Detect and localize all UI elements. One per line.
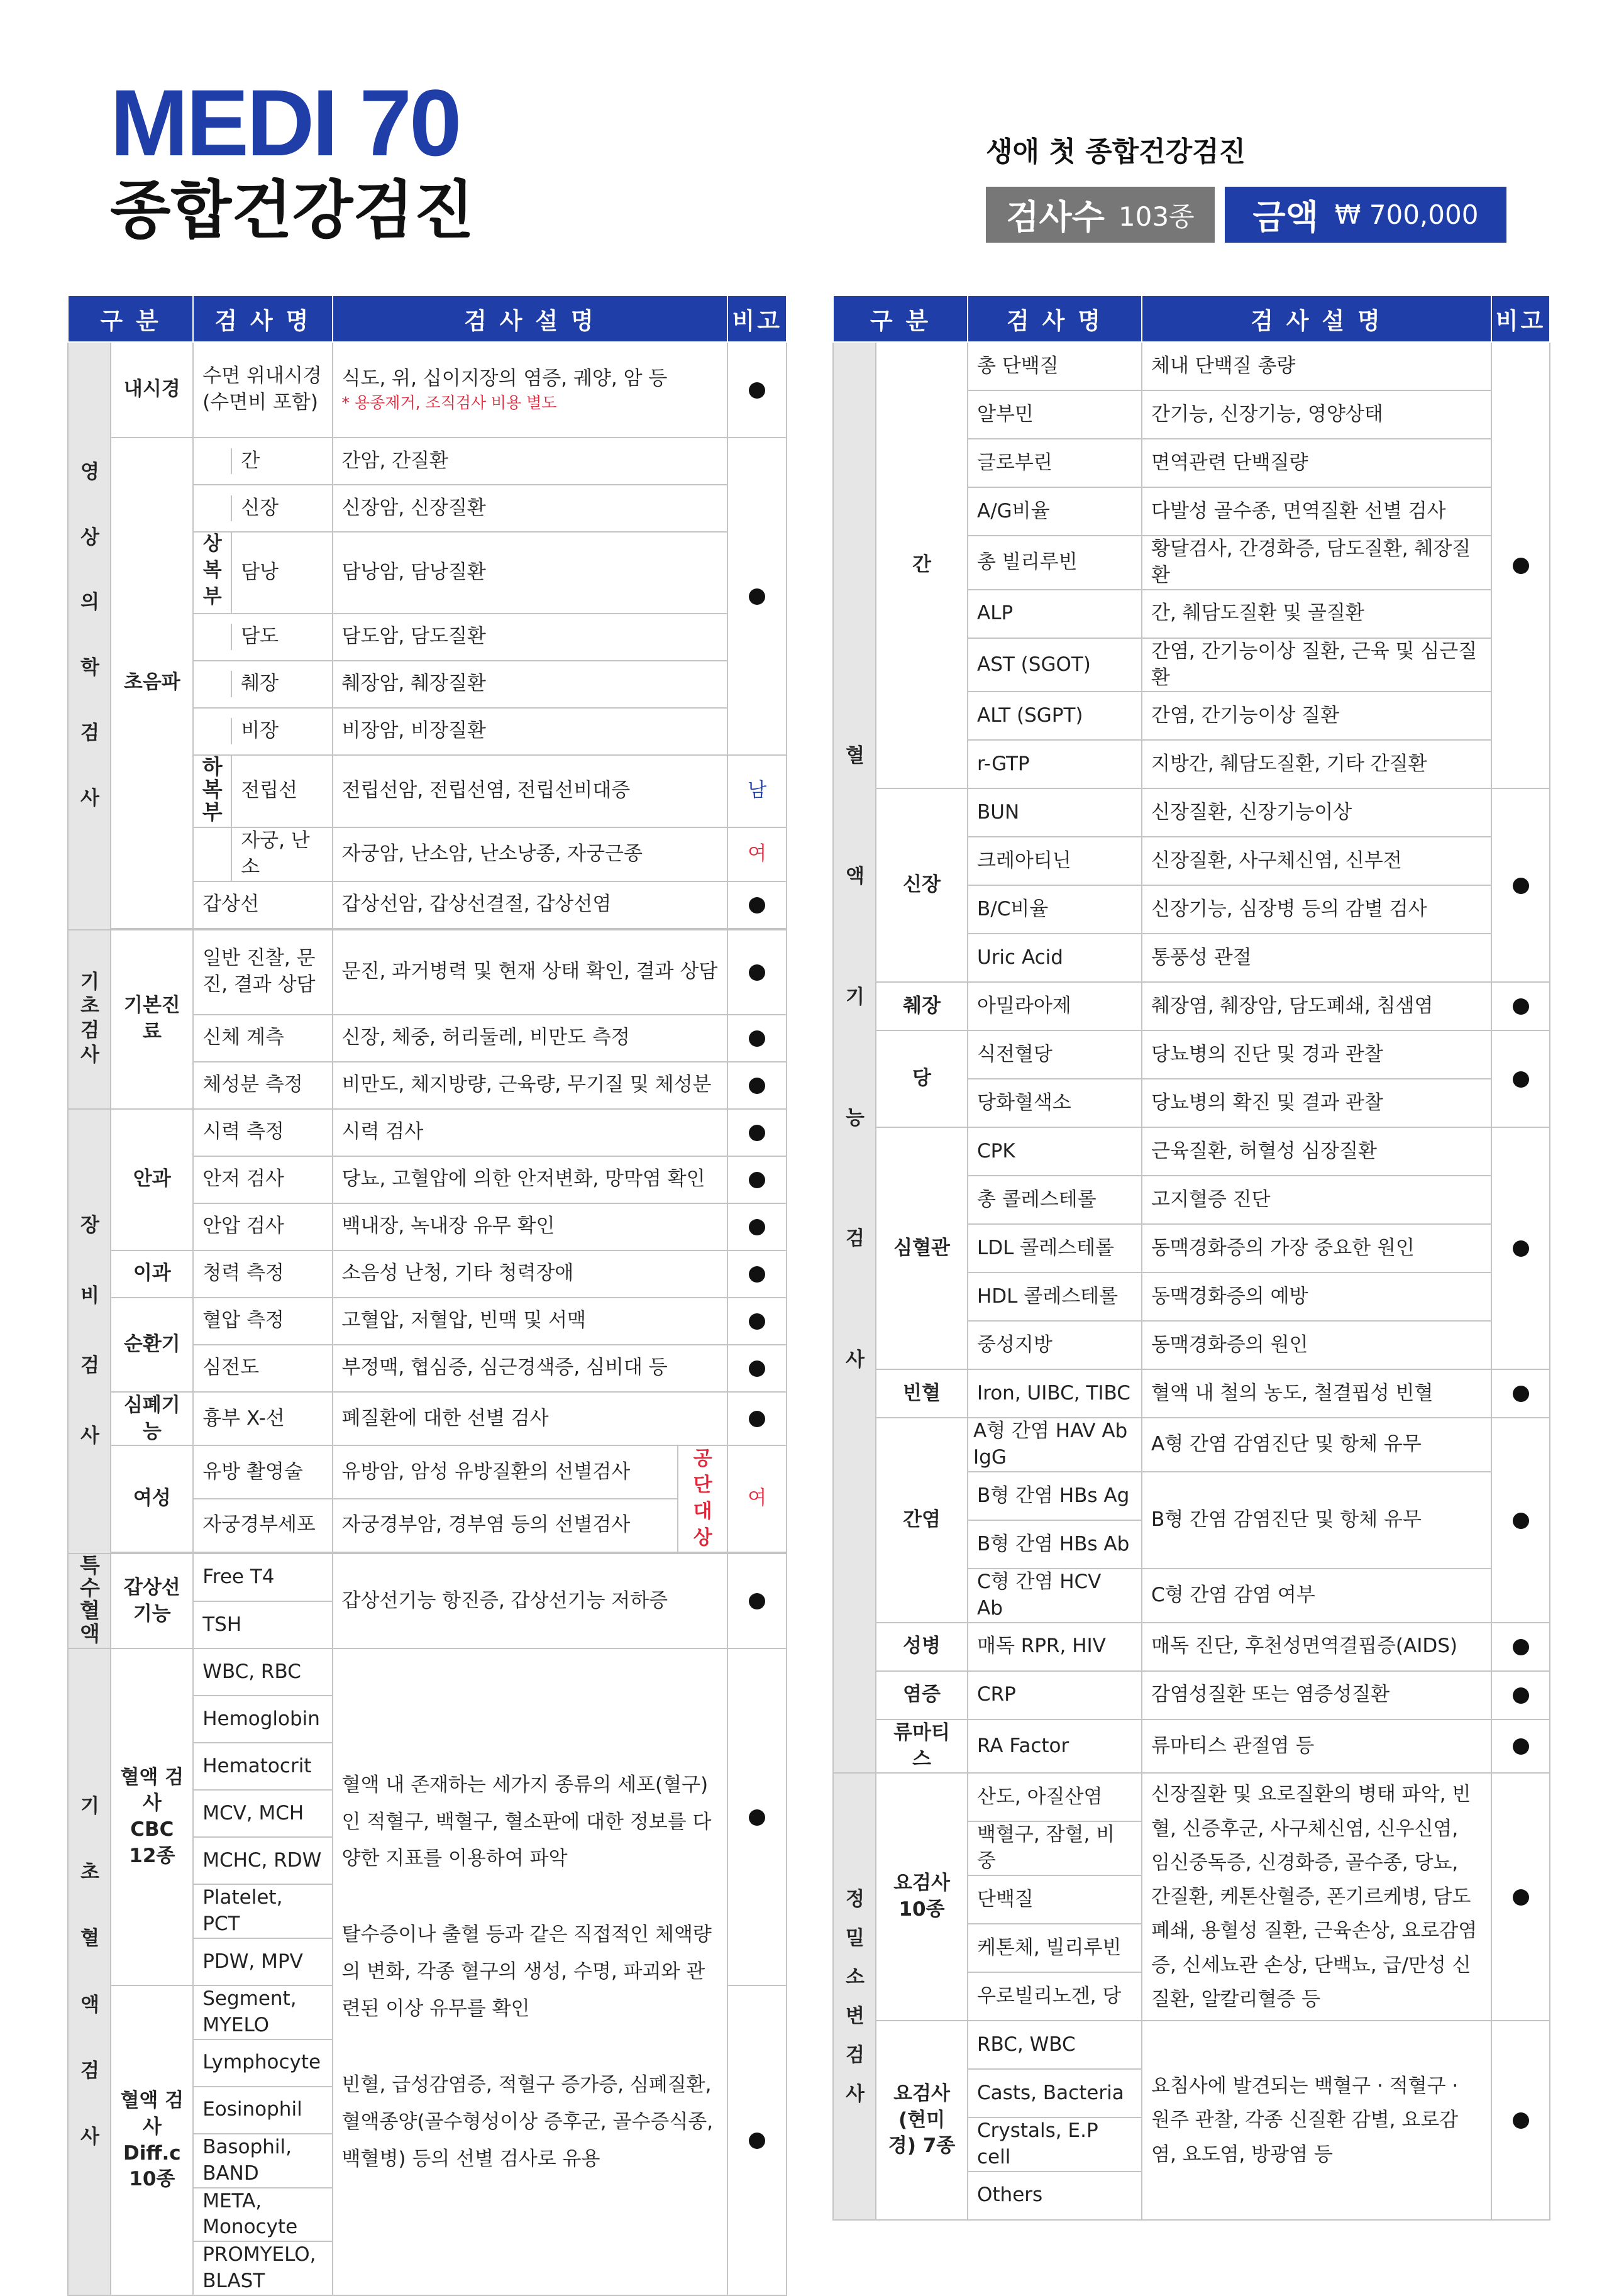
col-test-name: 검 사 명 (968, 295, 1142, 342)
test-description: 갑상선암, 갑상선결절, 갑상선염 (333, 881, 728, 929)
included-mark (727, 881, 787, 929)
test-name: Iron, UIBC, TIBC (968, 1369, 1142, 1418)
test-name: TSH (193, 1601, 332, 1649)
test-description: 자궁암, 난소암, 난소낭종, 자궁근종 (333, 827, 728, 881)
included-mark (727, 930, 787, 1015)
dot-icon (1513, 878, 1529, 894)
dot-icon (1513, 1240, 1529, 1257)
test-description: C형 간염 감염 여부 (1142, 1569, 1491, 1623)
test-description: 황달검사, 간경화증, 담도질환, 췌장질환 (1142, 536, 1491, 590)
test-name: 알부민 (968, 390, 1142, 439)
female-mark: 여 (727, 1445, 787, 1552)
subcategory-ear: 이과 (111, 1250, 193, 1298)
test-name: 자궁, 난소 (241, 829, 310, 878)
subcategory-urine-microscopy: 요검사 (현미경) 7종 (876, 2021, 968, 2220)
test-name: B/C비율 (968, 885, 1142, 934)
test-name: 식전혈당 (968, 1030, 1142, 1079)
table-row (68, 342, 787, 438)
included-mark (727, 342, 787, 438)
dot-icon (749, 1030, 765, 1047)
included-mark (1491, 1623, 1550, 1671)
test-name: LDL 콜레스테롤 (968, 1224, 1142, 1272)
dot-icon (1513, 558, 1529, 574)
test-name: B형 간염 HBs Ab (968, 1520, 1142, 1569)
test-description: 간, 췌담도질환 및 골질환 (1142, 590, 1491, 638)
dot-icon (1513, 1738, 1529, 1755)
table-row (68, 930, 787, 1015)
test-name: A형 간염 HAV Ab IgG (968, 1418, 1142, 1472)
right-test-table (832, 295, 1550, 2221)
test-description: 혈액 내 존재하는 세가지 종류의 세포(혈구)인 적혈구, 백혈구, 혈소판에 대한 정보를 다양한 지표를 이용하여 파악 탈수증이나 출혈 등과 같은 직접적인 체액량의 변화, 각종 혈구의 생성, 수명, 파괴와 관련된 이상 유무를 확인 빈혈, 급성감염증, 적혈구 증가증, 심폐질환, 혈액종양(골수형성이상 증후군, 골수증식종, 백혈병) 등의 선별 검사로 유용 (333, 1648, 728, 2295)
table-row (833, 1369, 1550, 1418)
nhis-eligible-label: 공단 대상 (678, 1445, 727, 1552)
dot-icon (749, 1078, 765, 1094)
category-special-blood: 특수혈액 (68, 1554, 111, 1649)
test-name: CRP (968, 1671, 1142, 1719)
category-equipment: 장비검사 (68, 1109, 111, 1554)
test-description: 담낭암, 담낭질환 (333, 532, 728, 614)
included-mark (727, 1062, 787, 1109)
test-name: 당화혈색소 (968, 1079, 1142, 1127)
test-name: 매독 RPR, HIV (968, 1623, 1142, 1671)
test-name: B형 간염 HBs Ag (968, 1472, 1142, 1520)
test-description: 동맥경화증의 예방 (1142, 1272, 1491, 1321)
included-mark (727, 1298, 787, 1345)
category-urine: 정밀소변검사 (833, 1773, 876, 2219)
test-description: 신장암, 신장질환 (333, 485, 728, 532)
test-name: ALT (SGPT) (968, 692, 1142, 740)
table-row (833, 342, 1550, 390)
test-name: 안압 검사 (193, 1203, 332, 1250)
subcategory-urinalysis: 요검사 10종 (876, 1773, 968, 2021)
test-name: 시력 측정 (193, 1109, 332, 1156)
dot-icon (749, 1125, 765, 1141)
test-name: 아밀라아제 (968, 982, 1142, 1030)
subcategory-ultrasound: 초음파 (111, 438, 193, 929)
subcategory-rheumatism: 류마티스 (876, 1719, 968, 1774)
test-name: 글로부린 (968, 439, 1142, 487)
test-name: 비장 (241, 719, 279, 742)
subcategory-cbc: 혈액 검사 CBC 12종 (111, 1648, 193, 1985)
test-description: 시력 검사 (333, 1109, 728, 1156)
table-row (68, 1554, 787, 1601)
included-mark (1491, 1773, 1550, 2021)
price-value: ₩ 700,000 (1334, 199, 1479, 230)
test-name: 자궁경부세포 (193, 1499, 332, 1552)
test-description: B형 간염 감염진단 및 항체 유무 (1142, 1472, 1491, 1569)
test-name: 중성지방 (968, 1321, 1142, 1369)
test-description: 면역관련 단백질량 (1142, 439, 1491, 487)
test-description: 당뇨병의 확진 및 결과 관찰 (1142, 1079, 1491, 1127)
test-name: 혈압 측정 (193, 1298, 332, 1345)
test-description: 유방암, 암성 유방질환의 선별검사 (333, 1445, 678, 1499)
test-name: BUN (968, 788, 1142, 837)
test-name: 체성분 측정 (193, 1062, 332, 1109)
subcategory-pancreas: 췌장 (876, 982, 968, 1030)
subcategory-cardiovascular: 심혈관 (876, 1127, 968, 1369)
test-description: 류마티스 관절염 등 (1142, 1719, 1491, 1774)
included-mark (727, 1015, 787, 1062)
page-title: MEDI 70 (110, 70, 460, 175)
table-header-row (833, 295, 1550, 342)
table-row (833, 1719, 1550, 1774)
test-name: r-GTP (968, 740, 1142, 788)
subcategory-std: 성병 (876, 1623, 968, 1671)
page-subtitle: 종합건강검진 (110, 174, 475, 247)
test-name: 신장 (241, 496, 279, 519)
test-name: 간 (241, 449, 260, 472)
included-mark (1491, 342, 1550, 788)
test-name: Eosinophil (193, 2087, 332, 2134)
dot-icon (1513, 2112, 1529, 2129)
table-row (68, 1250, 787, 1298)
group-marker (193, 438, 332, 485)
subcategory-endoscopy: 내시경 (111, 342, 193, 438)
included-mark (727, 1392, 787, 1446)
lower-abdomen-label: 하복부 (194, 756, 231, 827)
table-row (833, 1418, 1550, 1472)
subcategory-thyroid: 갑상선 기능 (111, 1554, 193, 1649)
test-name: Hemoglobin (193, 1696, 332, 1743)
test-name: 유방 촬영술 (193, 1445, 332, 1499)
col-description: 검 사 설 명 (1142, 295, 1491, 342)
dot-icon (1513, 1071, 1529, 1088)
table-row (833, 1671, 1550, 1719)
test-description: 자궁경부암, 경부염 등의 선별검사 (333, 1499, 678, 1552)
col-note: 비고 (1491, 295, 1550, 342)
test-name: 담낭 (241, 560, 279, 583)
included-mark (1491, 1418, 1550, 1622)
col-description: 검 사 설 명 (333, 295, 728, 342)
dot-icon (1513, 1889, 1529, 1906)
test-description: 근육질환, 허혈성 심장질환 (1142, 1127, 1491, 1176)
test-name: 수면 위내시경 (수면비 포함) (193, 342, 332, 438)
included-mark (1491, 1127, 1550, 1369)
test-description: 간염, 간기능이상 질환 (1142, 692, 1491, 740)
test-description: 당뇨, 고혈압에 의한 안저변화, 망막염 확인 (333, 1156, 728, 1203)
table-row (68, 1445, 787, 1499)
included-mark (727, 1156, 787, 1203)
test-description: 간암, 간질환 (333, 438, 728, 485)
test-description: 동맥경화증의 가장 중요한 원인 (1142, 1224, 1491, 1272)
table-row (68, 1648, 787, 1696)
test-name: 크레아티닌 (968, 837, 1142, 885)
test-description: 동맥경화증의 원인 (1142, 1321, 1491, 1369)
test-description: 매독 진단, 후천성면역결핍증(AIDS) (1142, 1623, 1491, 1671)
subcategory-kidney: 신장 (876, 788, 968, 982)
table-row (68, 1109, 787, 1156)
test-description: 폐질환에 대한 선별 검사 (333, 1392, 728, 1446)
test-name: Others (968, 2172, 1142, 2220)
test-description: 간기능, 신장기능, 영양상태 (1142, 390, 1491, 439)
dot-icon (749, 964, 765, 981)
table-row (68, 438, 787, 485)
tagline: 생애 첫 종합건강검진 (986, 136, 1246, 168)
table-row (68, 1392, 787, 1446)
dot-icon (1513, 1687, 1529, 1704)
dot-icon (749, 1809, 765, 1826)
table-header-row (68, 295, 787, 342)
dot-icon (749, 1172, 765, 1188)
test-name: RA Factor (968, 1719, 1142, 1774)
test-description: 간염, 간기능이상 질환, 근육 및 심근질환 (1142, 638, 1491, 692)
test-name: Hematocrit (193, 1743, 332, 1790)
category-basic: 기초검사 (68, 930, 111, 1109)
test-name: 청력 측정 (193, 1250, 332, 1298)
test-description: A형 간염 감염진단 및 항체 유무 (1142, 1418, 1491, 1472)
dot-icon (1513, 1513, 1529, 1529)
test-description: 감염성질환 또는 염증성질환 (1142, 1671, 1491, 1719)
count-label: 검사수 (1006, 197, 1105, 237)
test-description: 소음성 난청, 기타 청력장애 (333, 1250, 728, 1298)
included-mark (1491, 982, 1550, 1030)
subcategory-cardiopulmonary: 심폐기능 (111, 1392, 193, 1446)
test-description: 췌장암, 췌장질환 (333, 661, 728, 708)
test-name: ALP (968, 590, 1142, 638)
category-basic-blood: 기초혈액검사 (68, 1648, 111, 2295)
price-label: 금액 (1252, 197, 1318, 237)
test-description: 부정맥, 협심증, 심근경색증, 심비대 등 (333, 1345, 728, 1392)
test-name: 전립선 (241, 779, 298, 802)
test-description: 췌장염, 췌장암, 담도폐쇄, 침샘염 (1142, 982, 1491, 1030)
test-description: 문진, 과거병력 및 현재 상태 확인, 결과 상담 (333, 930, 728, 1015)
test-name: WBC, RBC (193, 1648, 332, 1696)
included-mark (1491, 1030, 1550, 1127)
subcategory-anemia: 빈혈 (876, 1369, 968, 1418)
col-note: 비고 (727, 295, 787, 342)
table-row (833, 1127, 1550, 1176)
included-mark (727, 1250, 787, 1298)
test-count-badge (986, 187, 1215, 243)
dot-icon (749, 1266, 765, 1283)
test-name: 총 콜레스테롤 (968, 1176, 1142, 1224)
test-name: MCHC, RDW (193, 1837, 332, 1884)
dot-icon (749, 1360, 765, 1377)
subcategory-female: 여성 (111, 1445, 193, 1552)
test-name: 단백질 (968, 1875, 1142, 1924)
test-name: 담도 (241, 625, 279, 648)
table-row (833, 1773, 1550, 1821)
table-row (833, 1030, 1550, 1079)
dot-icon (749, 382, 765, 399)
dot-icon (749, 1219, 765, 1235)
col-category: 구 분 (68, 295, 193, 342)
test-name: 총 단백질 (968, 342, 1142, 390)
included-mark (1491, 1671, 1550, 1719)
dot-icon (749, 1313, 765, 1330)
included-mark (727, 1554, 787, 1649)
test-name: Casts, Bacteria (968, 2069, 1142, 2117)
included-mark (727, 1648, 787, 1985)
included-mark (1491, 2021, 1550, 2220)
category-blood-function: 혈액기능검사 (833, 342, 876, 1773)
test-name: 총 빌리루빈 (968, 536, 1142, 590)
included-mark (727, 1203, 787, 1250)
subcategory-eye: 안과 (111, 1109, 193, 1250)
dot-icon (749, 897, 765, 913)
test-name: Segment, MYELO (193, 1985, 332, 2039)
test-name: 산도, 아질산염 (968, 1773, 1142, 1821)
subcategory-diff: 혈액 검사 Diff.c 10종 (111, 1985, 193, 2295)
col-test-name: 검 사 명 (193, 295, 332, 342)
table-row (833, 1623, 1550, 1671)
dot-icon (749, 1593, 765, 1609)
test-name: 우로빌리노겐, 당 (968, 1972, 1142, 2021)
included-mark (1491, 788, 1550, 982)
subcategory-liver: 간 (876, 342, 968, 788)
test-name: 신체 계측 (193, 1015, 332, 1062)
test-name: Uric Acid (968, 934, 1142, 982)
test-name: 백혈구, 잠혈, 비중 (968, 1821, 1142, 1875)
test-description: 혈액 내 철의 농도, 철결핍성 빈혈 (1142, 1369, 1491, 1418)
test-name: 심전도 (193, 1345, 332, 1392)
test-name: 췌장 (241, 672, 279, 695)
test-name: A/G비율 (968, 487, 1142, 536)
test-description: 당뇨병의 진단 및 경과 관찰 (1142, 1030, 1491, 1079)
test-description: 다발성 골수종, 면역질환 선별 검사 (1142, 487, 1491, 536)
male-mark: 남 (727, 755, 787, 827)
subcategory-circulation: 순환기 (111, 1298, 193, 1392)
subcategory-sugar: 당 (876, 1030, 968, 1127)
test-name: HDL 콜레스테롤 (968, 1272, 1142, 1321)
left-test-table (67, 295, 787, 2296)
dot-icon (749, 2133, 765, 2149)
test-name: 갑상선 (193, 881, 332, 929)
table-row (833, 982, 1550, 1030)
test-description: 신장질환, 사구체신염, 신부전 (1142, 837, 1491, 885)
dot-icon (1513, 998, 1529, 1015)
test-name: PROMYELO, BLAST (193, 2241, 332, 2295)
dot-icon (1513, 1386, 1529, 1402)
included-mark (727, 438, 787, 755)
table-row (68, 1298, 787, 1345)
subcategory-hepatitis: 간염 (876, 1418, 968, 1622)
test-description: 신장, 체중, 허리둘레, 비만도 측정 (333, 1015, 728, 1062)
test-description: 비장암, 비장질환 (333, 708, 728, 755)
test-description: 식도, 위, 십이지장의 염증, 궤양, 암 등 * 용종제거, 조직검사 비용 별도 (333, 342, 728, 438)
test-description: 요침사에 발견되는 백혈구 · 적혈구 · 원주 관찰, 각종 신질환 감별, 요로감염, 요도염, 방광염 등 (1142, 2021, 1491, 2220)
test-name: PDW, MPV (193, 1938, 332, 1985)
test-description: 신장질환 및 요로질환의 병태 파악, 빈혈, 신증후군, 사구체신염, 신우신염, 임신중독증, 신경화증, 골수종, 당뇨, 간질환, 케톤산혈증, 폰기르케병, 담도폐쇄, 용혈성 질환, 근육손상, 요로감염증, 신세뇨관 손상, 단백뇨, 급/만성 신질환, 알칼리혈증 등 (1142, 1773, 1491, 2021)
included-mark (1491, 1719, 1550, 1774)
test-name: 안저 검사 (193, 1156, 332, 1203)
test-name: Platelet, PCT (193, 1884, 332, 1938)
cost-note: * 용종제거, 조직검사 비용 별도 (341, 394, 557, 412)
subcategory-inflammation: 염증 (876, 1671, 968, 1719)
price-badge (1225, 187, 1506, 243)
upper-abdomen-label: 상복부 (194, 533, 231, 613)
test-name: C형 간염 HCV Ab (968, 1569, 1142, 1623)
test-description: 담도암, 담도질환 (333, 614, 728, 661)
test-description: 신장질환, 신장기능이상 (1142, 788, 1491, 837)
test-name: META, Monocyte (193, 2188, 332, 2242)
test-name: Crystals, E.P cell (968, 2117, 1142, 2172)
included-mark (727, 1985, 787, 2295)
test-name: Basophil, BAND (193, 2134, 332, 2188)
included-mark (1491, 1369, 1550, 1418)
table-row (833, 2021, 1550, 2069)
category-imaging: 영상의학검사 (68, 342, 111, 930)
test-name: 케톤체, 빌리루빈 (968, 1924, 1142, 1972)
test-name: 일반 진찰, 문진, 결과 상담 (193, 930, 332, 1015)
dot-icon (749, 1411, 765, 1427)
test-name: RBC, WBC (968, 2021, 1142, 2069)
test-name: 흉부 X-선 (193, 1392, 332, 1446)
test-name: CPK (968, 1127, 1142, 1176)
test-name: Lymphocyte (193, 2039, 332, 2087)
test-description: 체내 단백질 총량 (1142, 342, 1491, 390)
test-description: 전립선암, 전립선염, 전립선비대증 (333, 755, 728, 827)
col-category: 구 분 (833, 295, 968, 342)
table-row (833, 788, 1550, 837)
dot-icon (1513, 1639, 1529, 1655)
test-description: 신장기능, 심장병 등의 감별 검사 (1142, 885, 1491, 934)
test-description: 고지혈증 진단 (1142, 1176, 1491, 1224)
dot-icon (749, 588, 765, 605)
test-description: 통풍성 관절 (1142, 934, 1491, 982)
test-name: AST (SGOT) (968, 638, 1142, 692)
test-description: 갑상선기능 항진증, 갑상선기능 저하증 (333, 1554, 728, 1649)
test-description: 백내장, 녹내장 유무 확인 (333, 1203, 728, 1250)
female-mark: 여 (727, 827, 787, 881)
included-mark (727, 1109, 787, 1156)
test-description: 비만도, 체지방량, 근육량, 무기질 및 체성분 (333, 1062, 728, 1109)
test-description: 지방간, 췌담도질환, 기타 간질환 (1142, 740, 1491, 788)
included-mark (727, 1345, 787, 1392)
test-description: 고혈압, 저혈압, 빈맥 및 서맥 (333, 1298, 728, 1345)
subcategory-basic-exam: 기본진료 (111, 930, 193, 1109)
test-name: Free T4 (193, 1554, 332, 1601)
test-name: MCV, MCH (193, 1790, 332, 1837)
count-value: 103종 (1118, 201, 1195, 232)
